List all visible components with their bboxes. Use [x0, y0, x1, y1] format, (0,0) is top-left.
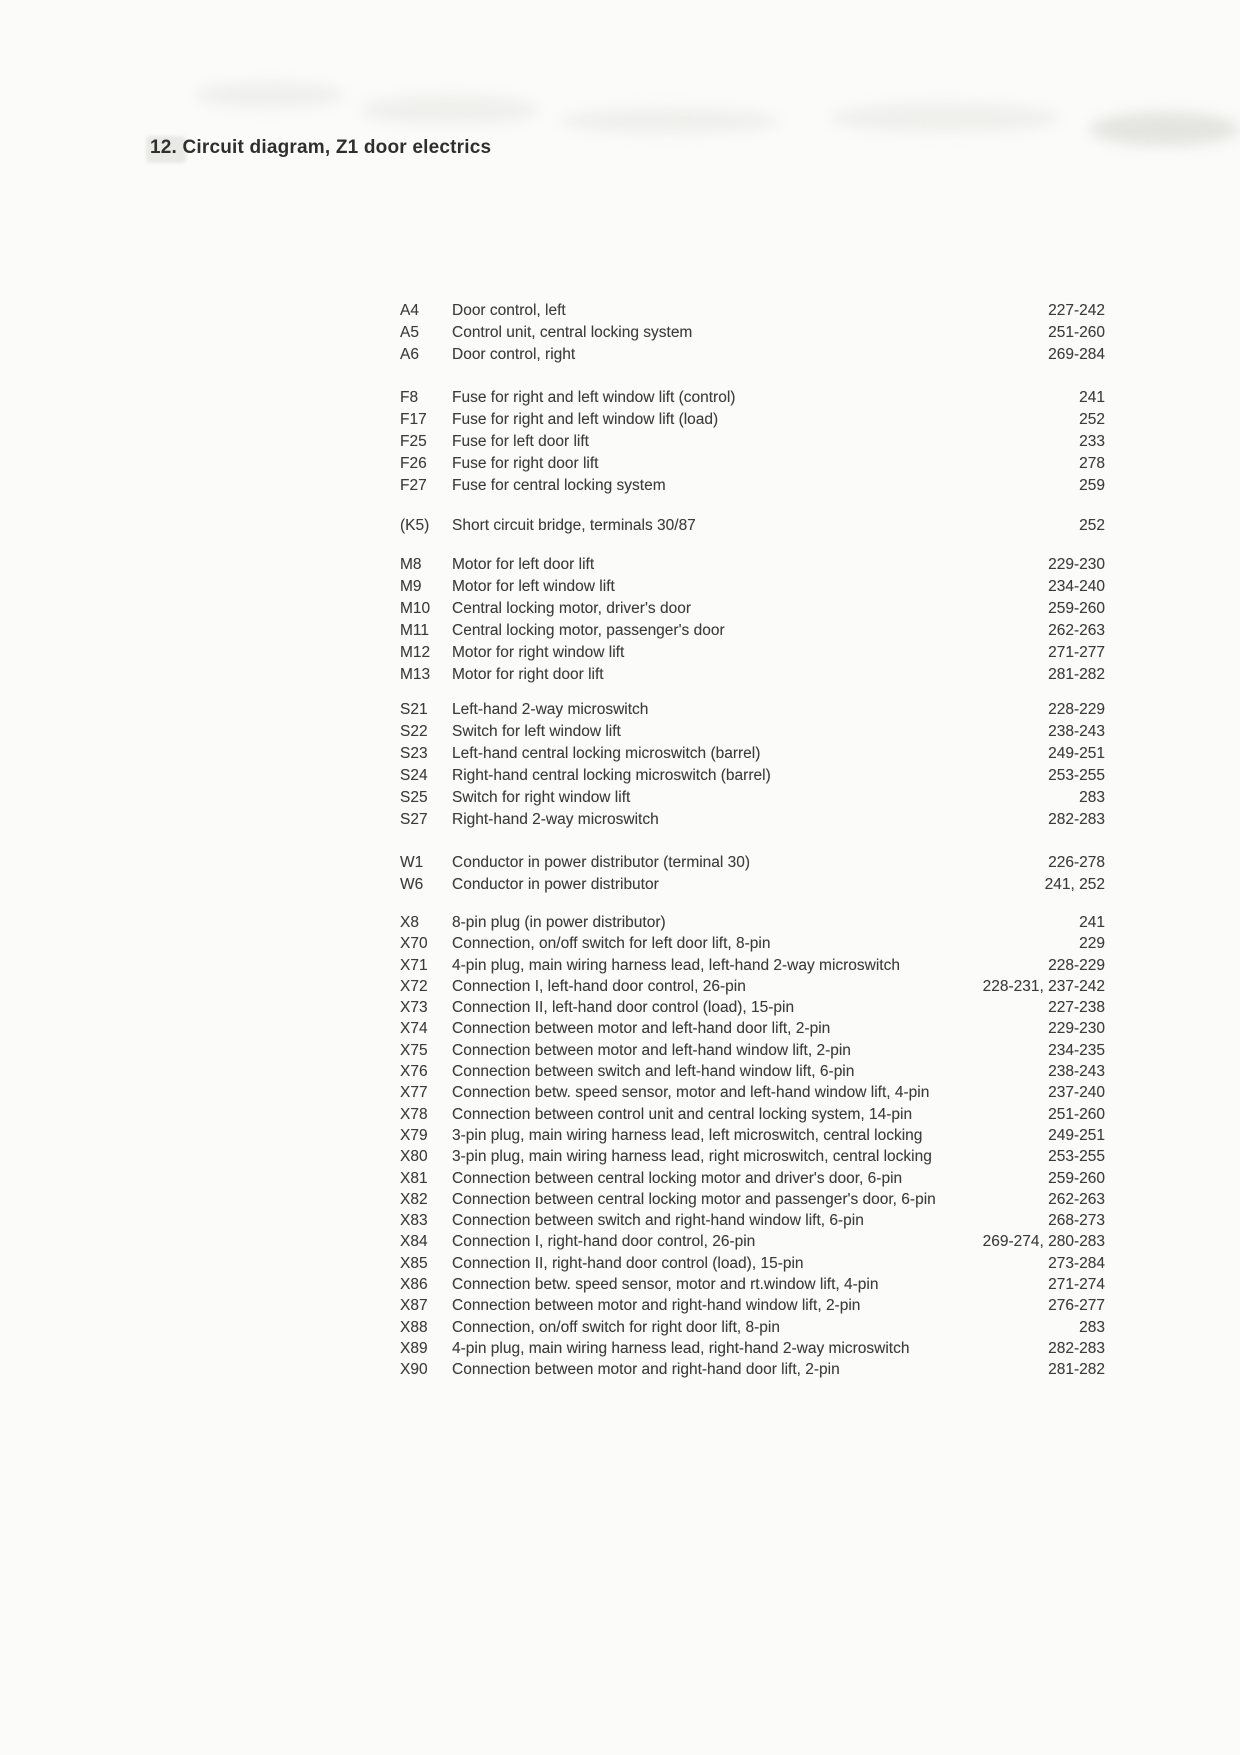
component-code: S21	[400, 701, 428, 718]
component-code: X80	[400, 1148, 428, 1166]
component-code: X73	[400, 999, 428, 1017]
page-reference: 226-278	[1048, 854, 1105, 871]
legend-row	[400, 576, 1105, 598]
legend-row	[400, 1040, 1105, 1061]
component-code: M13	[400, 666, 431, 683]
component-code: X74	[400, 1020, 428, 1038]
page-reference: 234-235	[1048, 1041, 1105, 1059]
component-description: Connection between motor and right-hand window lift, 2-pin	[452, 1297, 861, 1315]
page-reference: 253-255	[1048, 1148, 1105, 1166]
legend-row	[400, 933, 1105, 954]
component-code: W6	[400, 876, 424, 893]
component-description: Motor for right door lift	[452, 666, 604, 683]
component-code: X89	[400, 1339, 428, 1357]
component-description: Connection between motor and left-hand window lift, 2-pin	[452, 1041, 851, 1059]
legend-group-W	[400, 852, 1105, 896]
component-code: F26	[400, 455, 427, 472]
component-description: Connection, on/off switch for right door lift, 8-pin	[452, 1318, 780, 1336]
component-description: Fuse for right and left window lift (load)	[452, 411, 719, 428]
page-reference: 228-231, 237-242	[982, 977, 1105, 995]
page-reference: 259	[1079, 477, 1105, 494]
component-description: Connection II, left-hand door control (load), 15-pin	[452, 999, 795, 1017]
legend-row	[400, 515, 1105, 537]
legend-row	[400, 1231, 1105, 1252]
page-reference: 227-238	[1048, 999, 1105, 1017]
component-code: M8	[400, 556, 422, 573]
legend-row	[400, 300, 1105, 322]
legend-row	[400, 1104, 1105, 1125]
page-reference: 249-251	[1048, 1126, 1105, 1144]
component-code: X85	[400, 1254, 428, 1272]
component-description: Central locking motor, passenger's door	[452, 622, 725, 639]
page-reference: 269-274, 280-283	[982, 1233, 1105, 1251]
component-description: Right-hand 2-way microswitch	[452, 811, 659, 828]
component-description: 3-pin plug, main wiring harness lead, right microswitch, central locking	[452, 1148, 932, 1166]
page-reference: 251-260	[1048, 324, 1105, 341]
page-reference: 237-240	[1048, 1084, 1105, 1102]
legend-row	[400, 453, 1105, 475]
legend-row	[400, 1189, 1105, 1210]
component-code: X86	[400, 1276, 428, 1294]
page-reference: 276-277	[1048, 1297, 1105, 1315]
component-code: A5	[400, 324, 419, 341]
component-description: Left-hand central locking microswitch (barrel)	[452, 745, 761, 762]
page-reference: 241	[1079, 914, 1105, 931]
legend-row	[400, 874, 1105, 896]
legend-row	[400, 1018, 1105, 1039]
legend-row	[400, 1338, 1105, 1359]
component-code: S25	[400, 789, 428, 806]
component-code: X70	[400, 935, 428, 953]
component-description: Door control, right	[452, 346, 576, 363]
page-reference: 252	[1079, 411, 1105, 428]
legend-row	[400, 664, 1105, 686]
legend-group-S	[400, 699, 1105, 831]
component-code: S22	[400, 723, 428, 740]
page-reference: 262-263	[1048, 1190, 1105, 1208]
component-description: Switch for right window lift	[452, 789, 631, 806]
page-reference: 227-242	[1048, 302, 1105, 319]
legend-row	[400, 598, 1105, 620]
legend-group-A	[400, 300, 1105, 366]
legend-row	[400, 387, 1105, 409]
component-description: Door control, left	[452, 302, 566, 319]
page-reference: 269-284	[1048, 346, 1105, 363]
page-reference: 241, 252	[1044, 876, 1105, 893]
legend-row	[400, 642, 1105, 664]
component-description: Conductor in power distributor (terminal 30)	[452, 854, 751, 871]
page-reference: 271-277	[1048, 644, 1105, 661]
legend-row	[400, 475, 1105, 497]
legend-row	[400, 1359, 1105, 1380]
component-description: Connection I, right-hand door control, 26-pin	[452, 1233, 756, 1251]
legend-row	[400, 1061, 1105, 1082]
component-description: Connection II, right-hand door control (load), 15-pin	[452, 1254, 804, 1272]
component-description: Connection between central locking motor and driver's door, 6-pin	[452, 1169, 903, 1187]
page-reference: 281-282	[1048, 1361, 1105, 1379]
page-reference: 282-283	[1048, 811, 1105, 828]
legend-group-M	[400, 554, 1105, 686]
component-description: Motor for right window lift	[452, 644, 625, 661]
legend-group-K	[400, 515, 1105, 537]
component-code: M11	[400, 622, 430, 639]
page-title: 12. Circuit diagram, Z1 door electrics	[150, 137, 492, 158]
component-code: S24	[400, 767, 428, 784]
legend-row	[400, 431, 1105, 453]
component-code: X87	[400, 1297, 428, 1315]
component-code: S27	[400, 811, 428, 828]
legend-row	[400, 699, 1105, 721]
component-description: Connection I, left-hand door control, 26-pin	[452, 977, 746, 995]
component-description: Connection, on/off switch for left door lift, 8-pin	[452, 935, 771, 953]
page-reference: 259-260	[1048, 1169, 1105, 1187]
legend-row	[400, 955, 1105, 976]
legend-row	[400, 809, 1105, 831]
page-reference: 249-251	[1048, 745, 1105, 762]
component-description: Control unit, central locking system	[452, 324, 693, 341]
component-code: S23	[400, 745, 428, 762]
component-description: Motor for left window lift	[452, 578, 615, 595]
legend-row	[400, 1125, 1105, 1146]
component-code: X78	[400, 1105, 428, 1123]
component-code: X84	[400, 1233, 428, 1251]
legend-row	[400, 1082, 1105, 1103]
component-code: X76	[400, 1063, 428, 1081]
component-description: Left-hand 2-way microswitch	[452, 701, 649, 718]
component-description: 3-pin plug, main wiring harness lead, left microswitch, central locking	[452, 1126, 923, 1144]
page-reference: 259-260	[1048, 600, 1105, 617]
page-reference: 238-243	[1048, 723, 1105, 740]
legend-row	[400, 997, 1105, 1018]
page-reference: 271-274	[1048, 1276, 1105, 1294]
legend-row	[400, 1253, 1105, 1274]
legend-row	[400, 322, 1105, 344]
component-code: X82	[400, 1190, 428, 1208]
component-code: X75	[400, 1041, 428, 1059]
component-description: Fuse for left door lift	[452, 433, 589, 450]
component-code: F8	[400, 389, 419, 406]
page-reference: 234-240	[1048, 578, 1105, 595]
component-code: M10	[400, 600, 431, 617]
legend-row	[400, 743, 1105, 765]
legend-row	[400, 721, 1105, 743]
component-description: Central locking motor, driver's door	[452, 600, 692, 617]
component-description: Motor for left door lift	[452, 556, 595, 573]
component-code: X72	[400, 977, 428, 995]
page-reference: 233	[1079, 433, 1105, 450]
legend-group-F	[400, 387, 1105, 497]
component-code: W1	[400, 854, 424, 871]
legend-row	[400, 1274, 1105, 1295]
page-reference: 228-229	[1048, 956, 1105, 974]
component-description: Connection between switch and left-hand window lift, 6-pin	[452, 1063, 855, 1081]
component-description: Fuse for right and left window lift (control)	[452, 389, 736, 406]
page-reference: 241	[1079, 389, 1105, 406]
legend-row	[400, 1317, 1105, 1338]
page-reference: 273-284	[1048, 1254, 1105, 1272]
component-code: X81	[400, 1169, 428, 1187]
page-reference: 278	[1079, 455, 1105, 472]
component-description: 8-pin plug (in power distributor)	[452, 914, 666, 931]
component-description: Switch for left window lift	[452, 723, 621, 740]
component-description: 4-pin plug, main wiring harness lead, left-hand 2-way microswitch	[452, 956, 900, 974]
component-code: (K5)	[400, 517, 430, 534]
legend-row	[400, 852, 1105, 874]
component-code: X88	[400, 1318, 428, 1336]
legend-row	[400, 1168, 1105, 1189]
component-description: Connection betw. speed sensor, motor and left-hand window lift, 4-pin	[452, 1084, 930, 1102]
component-description: Right-hand central locking microswitch (barrel)	[452, 767, 771, 784]
page-reference: 229-230	[1048, 556, 1105, 573]
page-reference: 229	[1079, 935, 1105, 953]
component-code: X77	[400, 1084, 428, 1102]
legend-row	[400, 554, 1105, 576]
component-description: Connection between control unit and central locking system, 14-pin	[452, 1105, 913, 1123]
page-reference: 268-273	[1048, 1212, 1105, 1230]
component-code: A4	[400, 302, 419, 319]
component-code: F25	[400, 433, 427, 450]
component-code: M9	[400, 578, 422, 595]
component-code: A6	[400, 346, 419, 363]
component-description: Connection betw. speed sensor, motor and rt.window lift, 4-pin	[452, 1276, 879, 1294]
component-description: Short circuit bridge, terminals 30/87	[452, 517, 696, 534]
page-reference: 228-229	[1048, 701, 1105, 718]
legend-group-X	[400, 912, 1105, 1381]
component-description: Fuse for central locking system	[452, 477, 666, 494]
component-description: Connection between central locking motor and passenger's door, 6-pin	[452, 1190, 936, 1208]
component-description: Fuse for right door lift	[452, 455, 599, 472]
page-reference: 281-282	[1048, 666, 1105, 683]
component-code: X83	[400, 1212, 428, 1230]
component-description: 4-pin plug, main wiring harness lead, right-hand 2-way microswitch	[452, 1339, 910, 1357]
legend-row	[400, 912, 1105, 933]
component-code: F17	[400, 411, 427, 428]
legend-row	[400, 344, 1105, 366]
legend-row	[400, 787, 1105, 809]
page-reference: 251-260	[1048, 1105, 1105, 1123]
page-reference: 252	[1079, 517, 1105, 534]
component-code: F27	[400, 477, 427, 494]
legend-row	[400, 1146, 1105, 1167]
page-reference: 262-263	[1048, 622, 1105, 639]
page-reference: 253-255	[1048, 767, 1105, 784]
component-description: Conductor in power distributor	[452, 876, 659, 893]
legend-row	[400, 409, 1105, 431]
page-reference: 238-243	[1048, 1063, 1105, 1081]
component-code: X79	[400, 1126, 428, 1144]
component-code: M12	[400, 644, 431, 661]
component-code: X8	[400, 914, 419, 931]
component-description: Connection between motor and right-hand door lift, 2-pin	[452, 1361, 840, 1379]
legend-row	[400, 1210, 1105, 1231]
legend-row	[400, 1295, 1105, 1316]
page-reference: 283	[1079, 1318, 1105, 1336]
component-code: X90	[400, 1361, 428, 1379]
component-description: Connection between switch and right-hand window lift, 6-pin	[452, 1212, 864, 1230]
page-reference: 283	[1079, 789, 1105, 806]
legend-row	[400, 620, 1105, 642]
component-code: X71	[400, 956, 428, 974]
page-reference: 282-283	[1048, 1339, 1105, 1357]
legend-row	[400, 765, 1105, 787]
page-reference: 229-230	[1048, 1020, 1105, 1038]
component-description: Connection between motor and left-hand door lift, 2-pin	[452, 1020, 831, 1038]
legend-row	[400, 976, 1105, 997]
